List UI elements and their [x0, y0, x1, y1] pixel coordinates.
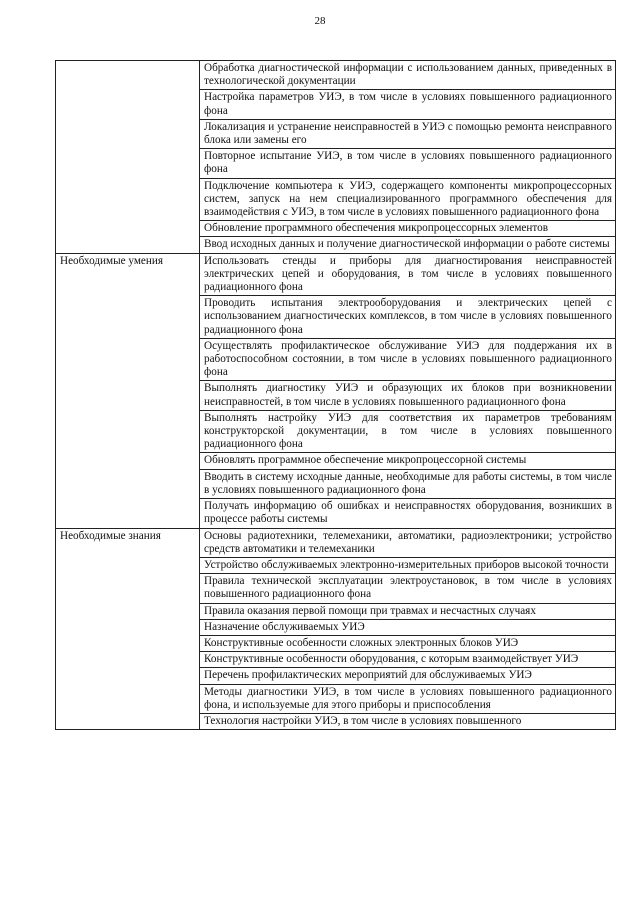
- table-cell-item: Использовать стенды и приборы для диагностирования неисправностей электрических цепей и оборудования, в том числе в условиях повышенного радиационного фона: [200, 253, 616, 296]
- page-number: 28: [314, 15, 326, 27]
- table-cell-item: Технология настройки УИЭ, в том числе в условиях повышенного: [200, 713, 616, 729]
- table-cell-item: Основы радиотехники, телемеханики, автоматики, радиоэлектроники; устройство средств автоматики и телемеханики: [200, 528, 616, 557]
- section-label-knowledge: Необходимые знания: [56, 528, 200, 730]
- table-cell-item: Обработка диагностической информации с использованием данных, приведенных в технологической документации: [200, 61, 616, 90]
- table-cell-item: Назначение обслуживаемых УИЭ: [200, 619, 616, 635]
- table-cell-item: Ввод исходных данных и получение диагностической информации о работе системы: [200, 237, 616, 253]
- table-cell-item: Вводить в систему исходные данные, необходимые для работы системы, в том числе в условиях повышенного радиационного фона: [200, 469, 616, 498]
- table-cell-item: Настройка параметров УИЭ, в том числе в условиях повышенного радиационного фона: [200, 90, 616, 119]
- section-label: [56, 61, 200, 254]
- table-cell-item: Локализация и устранение неисправностей в УИЭ с помощью ремонта неисправного блока или замены его: [200, 119, 616, 148]
- table-cell-item: Выполнять настройку УИЭ для соответствия их параметров требованиям конструкторской документации, в том числе в условиях повышенного радиационного фона: [200, 410, 616, 453]
- table-cell-item: Устройство обслуживаемых электронно-измерительных приборов высокой точности: [200, 557, 616, 573]
- section-label-skills: Необходимые умения: [56, 253, 200, 528]
- table-cell-item: Конструктивные особенности сложных электронных блоков УИЭ: [200, 635, 616, 651]
- table-cell-item: Конструктивные особенности оборудования, с которым взаимодействует УИЭ: [200, 652, 616, 668]
- table-cell-item: Обновление программного обеспечения микропроцессорных элементов: [200, 221, 616, 237]
- table-cell-item: Обновлять программное обеспечение микропроцессорной системы: [200, 453, 616, 469]
- table-cell-item: Получать информацию об ошибках и неисправностях оборудования, возникших в процессе работы системы: [200, 499, 616, 528]
- requirements-table: [55, 60, 616, 730]
- table-cell-item: Правила технической эксплуатации электроустановок, в том числе в условиях повышенного радиационного фона: [200, 574, 616, 603]
- table-cell-item: Правила оказания первой помощи при травмах и несчастных случаях: [200, 603, 616, 619]
- table-cell-item: Подключение компьютера к УИЭ, содержащего компоненты микропроцессорных систем, запуск на нем специализированного программного обеспечения для взаимодействия с УИЭ, в том числе в условиях повышенного радиационного фона: [200, 178, 616, 221]
- table-cell-item: Выполнять диагностику УИЭ и образующих их блоков при возникновении неисправностей, в том числе в условиях повышенного радиационного фона: [200, 381, 616, 410]
- table-cell-item: Проводить испытания электрооборудования и электрических цепей с использованием диагностических комплексов, в том числе в условиях повышенного радиационного фона: [200, 296, 616, 339]
- table-row: [56, 528, 616, 557]
- table-cell-item: Перечень профилактических мероприятий для обслуживаемых УИЭ: [200, 668, 616, 684]
- table-row: [56, 61, 616, 90]
- table-cell-item: Осуществлять профилактическое обслуживание УИЭ для поддержания их в работоспособном состоянии, в том числе в условиях повышенного радиационного фона: [200, 338, 616, 381]
- table-row: [56, 253, 616, 296]
- table-cell-item: Методы диагностики УИЭ, в том числе в условиях повышенного радиационного фона, и используемые для этого приборы и приспособления: [200, 684, 616, 713]
- table-cell-item: Повторное испытание УИЭ, в том числе в условиях повышенного радиационного фона: [200, 149, 616, 178]
